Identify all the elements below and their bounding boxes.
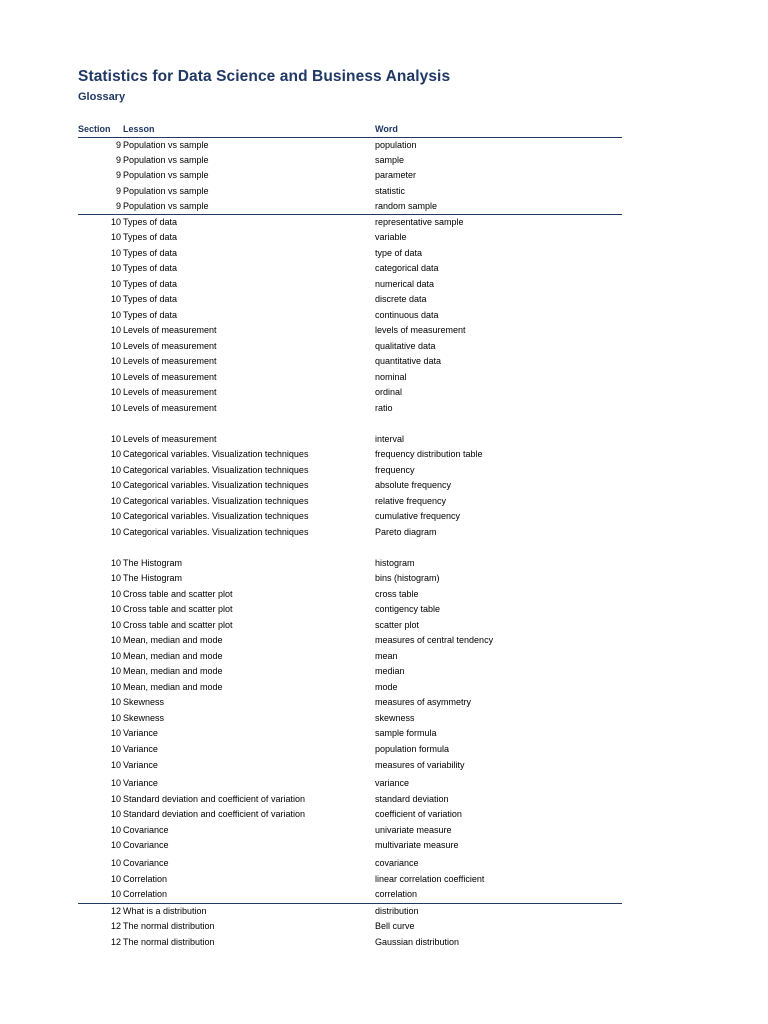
cell-section: 10 xyxy=(110,573,121,583)
table-row xyxy=(78,463,622,477)
header-word: Word xyxy=(375,124,398,134)
cell-lesson: Population vs sample xyxy=(123,155,209,165)
cell-word: random sample xyxy=(375,201,438,211)
table-row xyxy=(78,525,622,539)
cell-section: 10 xyxy=(110,387,121,397)
cell-lesson: The Histogram xyxy=(123,573,183,583)
cell-section: 10 xyxy=(110,651,121,661)
cell-section: 10 xyxy=(110,372,121,382)
table-row xyxy=(78,447,622,461)
cell-word: cross table xyxy=(375,589,419,599)
cell-lesson: Population vs sample xyxy=(123,170,209,180)
cell-word: skewness xyxy=(375,713,415,723)
table-row xyxy=(78,138,622,152)
cell-word: sample formula xyxy=(375,728,437,738)
cell-section: 10 xyxy=(110,604,121,614)
cell-lesson: Skewness xyxy=(123,713,165,723)
table-row xyxy=(78,261,622,275)
cell-lesson: Correlation xyxy=(123,889,168,899)
cell-word: median xyxy=(375,666,405,676)
cell-lesson: Variance xyxy=(123,760,158,770)
cell-word: categorical data xyxy=(375,263,439,273)
cell-lesson: Covariance xyxy=(123,858,169,868)
cell-word: Bell curve xyxy=(375,921,415,931)
cell-section: 10 xyxy=(110,279,121,289)
table-row xyxy=(78,695,622,709)
cell-word: nominal xyxy=(375,372,407,382)
cell-lesson: The normal distribution xyxy=(123,937,215,947)
cell-section: 9 xyxy=(115,186,121,196)
cell-section: 10 xyxy=(110,217,121,227)
cell-section: 10 xyxy=(110,697,121,707)
cell-section: 9 xyxy=(115,201,121,211)
table-row xyxy=(78,308,622,322)
cell-word: ordinal xyxy=(375,387,403,397)
table-row xyxy=(78,215,622,229)
cell-word: discrete data xyxy=(375,294,427,304)
cell-lesson: Levels of measurement xyxy=(123,403,217,413)
cell-word: Pareto diagram xyxy=(375,527,437,537)
table-row xyxy=(78,277,622,291)
cell-lesson: The normal distribution xyxy=(123,921,215,931)
cell-lesson: Types of data xyxy=(123,232,178,242)
cell-lesson: Population vs sample xyxy=(123,140,209,150)
cell-section: 10 xyxy=(110,635,121,645)
cell-section: 10 xyxy=(110,713,121,723)
cell-lesson: Population vs sample xyxy=(123,201,209,211)
cell-section: 10 xyxy=(110,809,121,819)
cell-section: 10 xyxy=(110,760,121,770)
table-row xyxy=(78,823,622,837)
cell-word: measures of variability xyxy=(375,760,465,770)
table-row xyxy=(78,571,622,585)
cell-section: 12 xyxy=(110,937,121,947)
cell-section: 10 xyxy=(110,434,121,444)
cell-section: 10 xyxy=(110,728,121,738)
cell-word: ratio xyxy=(375,403,393,413)
cell-section: 10 xyxy=(110,356,121,366)
cell-lesson: The Histogram xyxy=(123,558,183,568)
cell-section: 10 xyxy=(110,294,121,304)
table-row xyxy=(78,509,622,523)
table-row xyxy=(78,680,622,694)
cell-lesson: Variance xyxy=(123,778,158,788)
table-row xyxy=(78,649,622,663)
table-row xyxy=(78,742,622,756)
cell-section: 9 xyxy=(115,155,121,165)
document-title: Statistics for Data Science and Business Analysis xyxy=(78,68,451,85)
cell-word: linear correlation coefficient xyxy=(375,874,485,884)
cell-lesson: Mean, median and mode xyxy=(123,651,223,661)
cell-lesson: Levels of measurement xyxy=(123,325,217,335)
cell-word: variance xyxy=(375,778,410,788)
table-row xyxy=(78,633,622,647)
cell-lesson: Variance xyxy=(123,744,158,754)
cell-word: histogram xyxy=(375,558,415,568)
table-row xyxy=(78,401,622,415)
cell-word: parameter xyxy=(375,170,417,180)
cell-lesson: Types of data xyxy=(123,294,178,304)
table-row xyxy=(78,711,622,725)
cell-section: 9 xyxy=(115,140,121,150)
cell-word: representative sample xyxy=(375,217,464,227)
cell-word: population xyxy=(375,140,417,150)
cell-word: mean xyxy=(375,651,398,661)
cell-word: statistic xyxy=(375,186,406,196)
cell-section: 10 xyxy=(110,840,121,850)
table-row xyxy=(78,339,622,353)
cell-word: type of data xyxy=(375,248,423,258)
cell-section: 10 xyxy=(110,511,121,521)
table-row xyxy=(78,776,622,790)
cell-word: contigency table xyxy=(375,604,441,614)
cell-word: continuous data xyxy=(375,310,439,320)
cell-section: 10 xyxy=(110,403,121,413)
cell-lesson: Types of data xyxy=(123,248,178,258)
table-row xyxy=(78,246,622,260)
cell-word: sample xyxy=(375,155,405,165)
cell-lesson: Correlation xyxy=(123,874,168,884)
table-row xyxy=(78,856,622,870)
cell-word: bins (histogram) xyxy=(375,573,440,583)
document-subtitle: Glossary xyxy=(78,91,126,103)
table-row xyxy=(78,354,622,368)
cell-lesson: Types of data xyxy=(123,310,178,320)
cell-word: covariance xyxy=(375,858,419,868)
cell-word: levels of measurement xyxy=(375,325,466,335)
cell-lesson: Categorical variables. Visualization techniques xyxy=(123,511,309,521)
cell-word: variable xyxy=(375,232,407,242)
cell-word: measures of central tendency xyxy=(375,635,494,645)
cell-lesson: Skewness xyxy=(123,697,165,707)
table-row xyxy=(78,323,622,337)
table-row xyxy=(78,184,622,198)
table-row xyxy=(78,792,622,806)
cell-section: 12 xyxy=(110,906,121,916)
cell-word: distribution xyxy=(375,906,419,916)
cell-lesson: Cross table and scatter plot xyxy=(123,604,233,614)
table-row xyxy=(78,919,622,933)
cell-section: 10 xyxy=(110,794,121,804)
cell-lesson: Types of data xyxy=(123,217,178,227)
table-row xyxy=(78,168,622,182)
table-row xyxy=(78,153,622,167)
cell-word: frequency distribution table xyxy=(375,449,483,459)
cell-section: 10 xyxy=(110,589,121,599)
table-row xyxy=(78,199,622,213)
table-row xyxy=(78,587,622,601)
cell-section: 10 xyxy=(110,232,121,242)
table-row xyxy=(78,230,622,244)
table-row xyxy=(78,618,622,632)
cell-section: 10 xyxy=(110,527,121,537)
cell-section: 10 xyxy=(110,666,121,676)
table-row xyxy=(78,838,622,852)
table-row xyxy=(78,758,622,772)
table-row xyxy=(78,292,622,306)
table-row xyxy=(78,887,622,901)
cell-section: 10 xyxy=(110,263,121,273)
cell-section: 10 xyxy=(110,620,121,630)
cell-section: 10 xyxy=(110,465,121,475)
cell-word: population formula xyxy=(375,744,450,754)
table-row xyxy=(78,478,622,492)
cell-word: cumulative frequency xyxy=(375,511,461,521)
cell-lesson: Mean, median and mode xyxy=(123,682,223,692)
cell-lesson: Standard deviation and coefficient of variation xyxy=(123,809,305,819)
cell-word: correlation xyxy=(375,889,418,899)
cell-word: Gaussian distribution xyxy=(375,937,460,947)
cell-section: 10 xyxy=(110,310,121,320)
table-row xyxy=(78,726,622,740)
cell-word: absolute frequency xyxy=(375,480,452,490)
cell-section: 10 xyxy=(110,825,121,835)
table-row xyxy=(78,664,622,678)
cell-word: standard deviation xyxy=(375,794,449,804)
cell-section: 10 xyxy=(110,341,121,351)
cell-word: mode xyxy=(375,682,398,692)
table-row xyxy=(78,370,622,384)
cell-word: numerical data xyxy=(375,279,435,289)
cell-lesson: Population vs sample xyxy=(123,186,209,196)
cell-lesson: What is a distribution xyxy=(123,906,207,916)
table-row xyxy=(78,494,622,508)
cell-lesson: Categorical variables. Visualization techniques xyxy=(123,496,309,506)
cell-lesson: Categorical variables. Visualization techniques xyxy=(123,527,309,537)
cell-section: 10 xyxy=(110,682,121,692)
cell-lesson: Cross table and scatter plot xyxy=(123,620,233,630)
cell-lesson: Variance xyxy=(123,728,158,738)
cell-lesson: Covariance xyxy=(123,825,169,835)
header-section: Section xyxy=(78,124,111,134)
table-row xyxy=(78,904,622,918)
cell-section: 10 xyxy=(110,496,121,506)
cell-section: 10 xyxy=(110,558,121,568)
cell-lesson: Covariance xyxy=(123,840,169,850)
cell-lesson: Levels of measurement xyxy=(123,372,217,382)
cell-section: 10 xyxy=(110,449,121,459)
cell-lesson: Levels of measurement xyxy=(123,356,217,366)
cell-lesson: Cross table and scatter plot xyxy=(123,589,233,599)
cell-lesson: Categorical variables. Visualization techniques xyxy=(123,449,309,459)
cell-section: 10 xyxy=(110,874,121,884)
cell-lesson: Mean, median and mode xyxy=(123,666,223,676)
cell-section: 10 xyxy=(110,858,121,868)
cell-lesson: Categorical variables. Visualization techniques xyxy=(123,465,309,475)
cell-lesson: Standard deviation and coefficient of variation xyxy=(123,794,305,804)
cell-word: univariate measure xyxy=(375,825,452,835)
cell-section: 10 xyxy=(110,889,121,899)
cell-section: 10 xyxy=(110,744,121,754)
cell-word: measures of asymmetry xyxy=(375,697,472,707)
cell-word: multivariate measure xyxy=(375,840,459,850)
cell-section: 10 xyxy=(110,248,121,258)
cell-lesson: Levels of measurement xyxy=(123,434,217,444)
cell-lesson: Categorical variables. Visualization techniques xyxy=(123,480,309,490)
cell-lesson: Types of data xyxy=(123,279,178,289)
cell-word: frequency xyxy=(375,465,415,475)
cell-word: relative frequency xyxy=(375,496,447,506)
header-lesson: Lesson xyxy=(123,124,155,134)
cell-word: coefficient of variation xyxy=(375,809,462,819)
cell-lesson: Levels of measurement xyxy=(123,341,217,351)
cell-lesson: Types of data xyxy=(123,263,178,273)
table-row xyxy=(78,432,622,446)
cell-section: 9 xyxy=(115,170,121,180)
cell-word: scatter plot xyxy=(375,620,420,630)
table-row xyxy=(78,872,622,886)
cell-section: 10 xyxy=(110,480,121,490)
cell-section: 10 xyxy=(110,778,121,788)
table-row xyxy=(78,807,622,821)
cell-word: qualitative data xyxy=(375,341,436,351)
table-row xyxy=(78,556,622,570)
cell-word: quantitative data xyxy=(375,356,442,366)
cell-lesson: Mean, median and mode xyxy=(123,635,223,645)
cell-word: interval xyxy=(375,434,405,444)
table-row xyxy=(78,385,622,399)
table-row xyxy=(78,935,622,949)
table-row xyxy=(78,602,622,616)
cell-section: 12 xyxy=(110,921,121,931)
cell-lesson: Levels of measurement xyxy=(123,387,217,397)
cell-section: 10 xyxy=(110,325,121,335)
